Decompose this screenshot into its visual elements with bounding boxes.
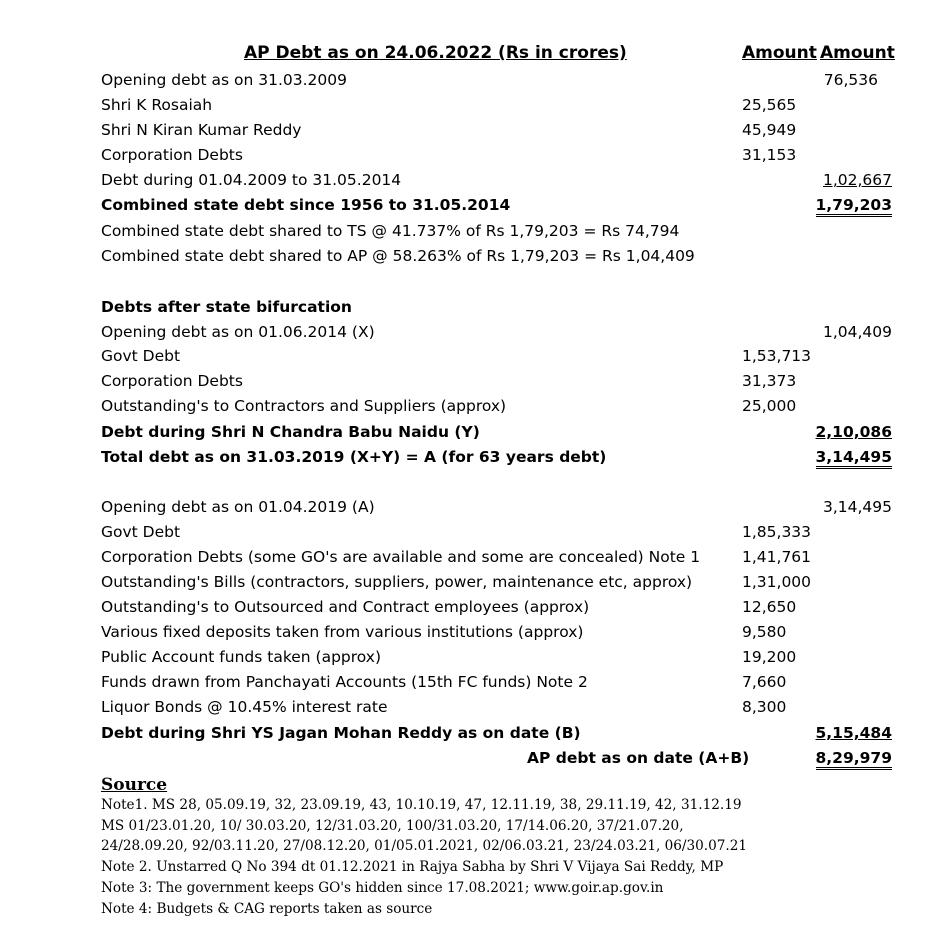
row-amount-total: 1,02,667 bbox=[822, 171, 892, 189]
row-amount: 25,000 bbox=[742, 397, 797, 415]
row-label: Liquor Bonds @ 10.45% interest rate bbox=[101, 698, 388, 716]
table-row bbox=[0, 372, 948, 397]
row-amount: 19,200 bbox=[742, 648, 797, 666]
table-row bbox=[0, 523, 948, 548]
source-note: Note1. MS 28, 05.09.19, 32, 23.09.19, 43, 10.10.19, 47, 12.11.19, 38, 29.11.19, 42, 31.12.19 bbox=[101, 797, 742, 813]
table-row bbox=[0, 171, 948, 196]
table-row bbox=[0, 423, 948, 448]
row-label: Public Account funds taken (approx) bbox=[101, 648, 382, 666]
row-label: Debt during Shri N Chandra Babu Naidu (Y) bbox=[101, 423, 480, 441]
table-row bbox=[0, 71, 948, 96]
section-heading bbox=[0, 298, 948, 323]
document-title: AP Debt as on 24.06.2022 (Rs in crores) bbox=[244, 43, 627, 63]
table-row bbox=[0, 548, 948, 573]
row-label: Outstanding's to Contractors and Suppliers (approx) bbox=[101, 397, 507, 415]
table-row bbox=[0, 397, 948, 422]
row-amount-total: 1,04,409 bbox=[822, 323, 892, 341]
row-label: Corporation Debts bbox=[101, 146, 243, 164]
row-label: Funds drawn from Panchayati Accounts (15th FC funds) Note 2 bbox=[101, 673, 588, 691]
row-label: Combined state debt shared to AP @ 58.263% of Rs 1,79,203 = Rs 1,04,409 bbox=[101, 247, 695, 265]
table-row bbox=[0, 323, 948, 348]
amount-column-header-2: Amount bbox=[820, 43, 895, 63]
table-row bbox=[0, 724, 948, 749]
row-amount: 31,373 bbox=[742, 372, 797, 390]
table-row bbox=[0, 623, 948, 648]
row-amount-total: 8,29,979 bbox=[816, 749, 893, 770]
row-label: Combined state debt shared to TS @ 41.737% of Rs 1,79,203 = Rs 74,794 bbox=[101, 222, 680, 240]
row-amount: 1,85,333 bbox=[742, 523, 812, 541]
table-row bbox=[0, 247, 948, 272]
table-row bbox=[0, 598, 948, 623]
source-heading: Source bbox=[101, 775, 168, 795]
row-label: Opening debt as on 01.04.2019 (A) bbox=[101, 498, 375, 516]
row-label: Corporation Debts bbox=[101, 372, 243, 390]
table-row bbox=[0, 573, 948, 598]
table-row bbox=[0, 121, 948, 146]
row-amount-total: 3,14,495 bbox=[822, 498, 892, 516]
row-amount: 1,31,000 bbox=[742, 573, 812, 591]
table-row bbox=[0, 196, 948, 221]
row-amount-total: 3,14,495 bbox=[816, 448, 893, 469]
amount-column-header-1: Amount bbox=[742, 43, 817, 63]
row-label: Outstanding's to Outsourced and Contract employees (approx) bbox=[101, 598, 590, 616]
row-amount-total: 1,79,203 bbox=[816, 196, 893, 217]
row-amount: 31,153 bbox=[742, 146, 797, 164]
source-note: Note 3: The government keeps GO's hidden since 17.08.2021; www.goir.ap.gov.in bbox=[101, 879, 664, 896]
row-amount: 12,650 bbox=[742, 598, 797, 616]
row-label: Total debt as on 31.03.2019 (X+Y) = A (for 63 years debt) bbox=[101, 448, 607, 466]
table-row bbox=[0, 673, 948, 698]
table-row bbox=[0, 96, 948, 121]
row-label: Outstanding's Bills (contractors, suppliers, power, maintenance etc, approx) bbox=[101, 573, 693, 591]
row-label: Debts after state bifurcation bbox=[101, 298, 352, 316]
row-amount-total: 76,536 bbox=[823, 71, 878, 89]
row-label: Govt Debt bbox=[101, 523, 181, 541]
row-label: Various fixed deposits taken from various institutions (approx) bbox=[101, 623, 584, 641]
row-amount-total: 5,15,484 bbox=[815, 724, 892, 742]
row-amount: 9,580 bbox=[742, 623, 787, 641]
row-label: Opening debt as on 31.03.2009 bbox=[101, 71, 347, 89]
row-label: Shri K Rosaiah bbox=[101, 96, 213, 114]
table-row bbox=[0, 498, 948, 523]
row-amount: 8,300 bbox=[742, 698, 787, 716]
table-row bbox=[0, 698, 948, 723]
row-label: Opening debt as on 01.06.2014 (X) bbox=[101, 323, 375, 341]
source-note: MS 01/23.01.20, 10/ 30.03.20, 12/31.03.20, 100/31.03.20, 17/14.06.20, 37/21.07.20, bbox=[101, 817, 684, 834]
row-label: Shri N Kiran Kumar Reddy bbox=[101, 121, 302, 139]
row-amount: 1,41,761 bbox=[742, 548, 812, 566]
table-row bbox=[0, 448, 948, 473]
row-amount: 45,949 bbox=[742, 121, 797, 139]
source-note: Note 4: Budgets & CAG reports taken as source bbox=[101, 900, 433, 917]
row-amount: 25,565 bbox=[742, 96, 797, 114]
row-amount-total: 2,10,086 bbox=[815, 423, 892, 441]
source-section bbox=[101, 775, 747, 919]
row-label: Govt Debt bbox=[101, 347, 181, 365]
table-row-grand-total bbox=[0, 749, 948, 774]
row-amount: 1,53,713 bbox=[742, 347, 812, 365]
source-note: 24/28.09.20, 92/03.11.20, 27/08.12.20, 01/05.01.2021, 02/06.03.21, 23/24.03.21, 06/30.07.21 bbox=[101, 838, 748, 855]
row-amount: 7,660 bbox=[742, 673, 787, 691]
row-label: Debt during Shri YS Jagan Mohan Reddy as on date (B) bbox=[101, 724, 581, 742]
table-row bbox=[0, 648, 948, 673]
table-row bbox=[0, 347, 948, 372]
source-note: Note 2. Unstarred Q No 394 dt 01.12.2021 in Rajya Sabha by Shri V Vijaya Sai Reddy, MP bbox=[101, 859, 724, 876]
table-row bbox=[0, 222, 948, 247]
table-row bbox=[0, 146, 948, 171]
row-label: Combined state debt since 1956 to 31.05.2014 bbox=[101, 196, 511, 214]
row-label: Corporation Debts (some GO's are available and some are concealed) Note 1 bbox=[101, 548, 701, 566]
row-label: Debt during 01.04.2009 to 31.05.2014 bbox=[101, 171, 402, 189]
row-label: AP debt as on date (A+B) bbox=[527, 749, 750, 767]
